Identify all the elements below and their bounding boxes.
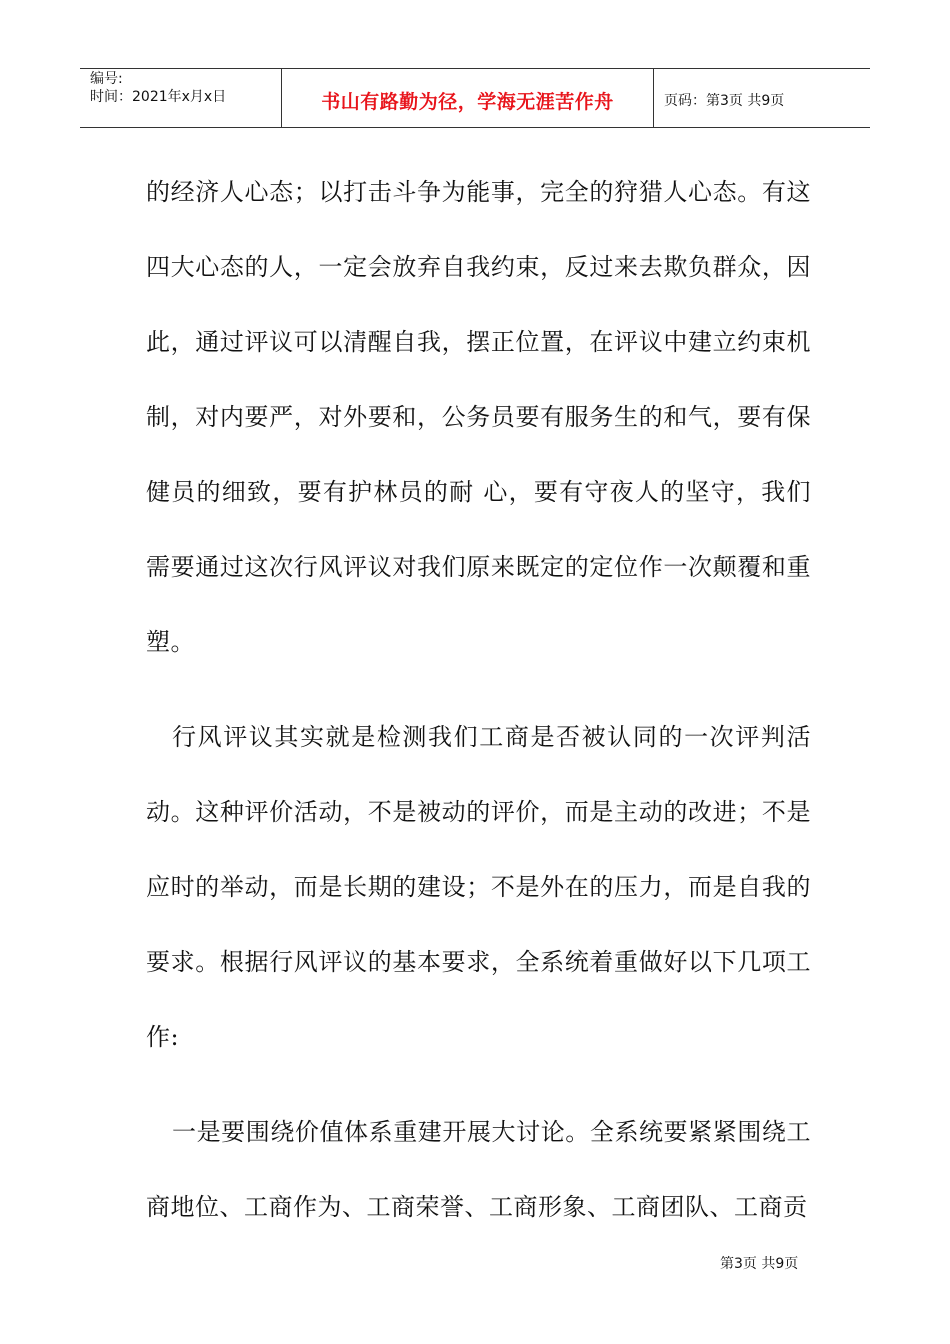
paragraph-2: 行风评议其实就是检测我们工商是否被认同的一次评判活动。这种评价活动，不是被动的评价，而是主动的改进；不是应时的举动，而是长期的建设；不是外在的压力，而是自我的要求。根据行风评议的基本要求，全系统着重做好以下几项工作: xyxy=(146,723,811,1051)
header-page-info: 页码：第3页 共9页 xyxy=(664,93,785,109)
page-header xyxy=(80,68,870,128)
date-label: 时间：2021年x月x日 xyxy=(90,89,227,105)
paragraph-1: 的经济人心态；以打击斗争为能事，完全的狩猎人心态。有这四大心态的人，一定会放弃自我约束，反过来去欺负群众，因此，通过评议可以清醒自我，摆正位置，在评议中建立约束机制，对内要严，对外要和，公务员要有服务生的和气，要有保健员的细致，要有护林员的耐 心，要有守夜人的坚守，我们需要通过这次行风评议对我们原来既定的定位作一次颠覆和重塑。 xyxy=(146,178,811,656)
paragraph-3: 一是要围绕价值体系重建开展大讨论。全系统要紧紧围绕工商地位、工商作为、工商荣誉、工商形象、工商团队、工商贡 xyxy=(146,1118,811,1221)
number-label: 编号: xyxy=(90,71,123,87)
header-meta xyxy=(80,69,282,127)
document-body xyxy=(146,155,811,1245)
page-footer: 第3页 共9页 xyxy=(720,1256,799,1272)
header-motto: 书山有路勤为径，学海无涯苦作舟 xyxy=(282,69,654,127)
